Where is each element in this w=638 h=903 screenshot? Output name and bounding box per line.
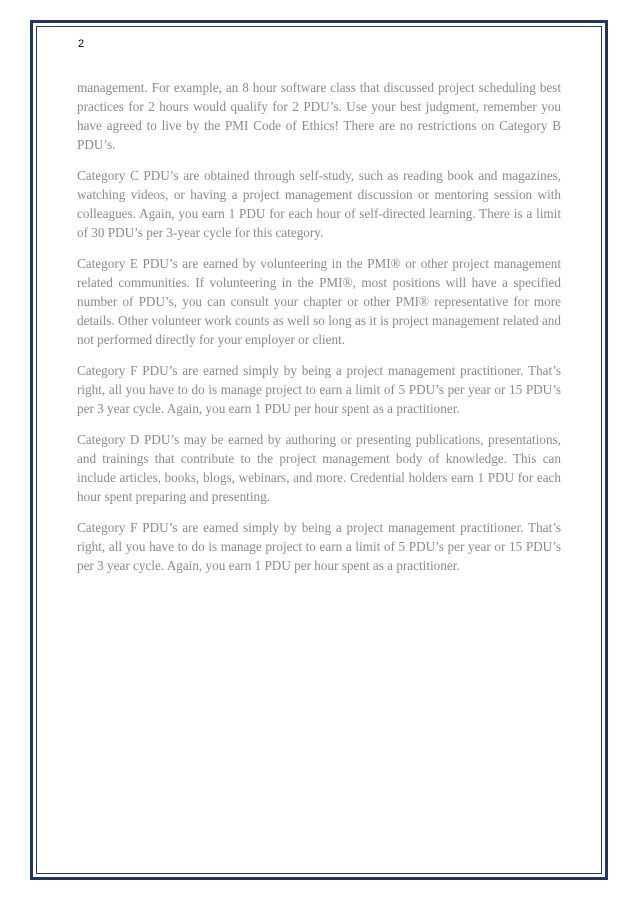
paragraph-category-d: Category D PDU’s may be earned by authoring or presenting publications, presentations, and trainings that contribute to the project management body of knowledge. This can include articles, books, blogs, webinars, and more. Credential holders earn 1 PDU for each hour spent preparing and presenting. — [77, 432, 561, 504]
paragraph-category-f: Category F PDU’s are earned simply by being a project management practitioner. That’s right, all you have to do is manage project to earn a limit of 5 PDU’s per year or 15 PDU’s per 3 year cycle. Again, you earn 1 PDU per hour spent as a practitioner. — [77, 363, 561, 416]
paragraph-category-b-continued: management. For example, an 8 hour software class that discussed project scheduling best practices for 2 hours would qualify for 2 PDU’s. Use your best judgment, remember you have agreed to live by the PMI Code of Ethics! There are no restrictions on Category B PDU’s. — [77, 80, 561, 152]
paragraph-category-e: Category E PDU’s are earned by volunteering in the PMI® or other project management related communities. If volunteering in the PMI®, most positions will have a specified number of PDU’s, you can consult your chapter or other PMI® representative for more details. Other volunteer work counts as well so long as it is project management related and not performed directly for your employer or client. — [77, 256, 561, 347]
page-number: 2 — [78, 38, 85, 50]
document-body — [77, 78, 561, 587]
paragraph-category-f-repeat: Category F PDU’s are earned simply by being a project management practitioner. That’s right, all you have to do is manage project to earn a limit of 5 PDU’s per year or 15 PDU’s per 3 year cycle. Again, you earn 1 PDU per hour spent as a practitioner. — [77, 520, 561, 573]
paragraph-category-c: Category C PDU’s are obtained through self-study, such as reading book and magazines, watching videos, or having a project management discussion or mentoring session with colleagues. Again, you earn 1 PDU for each hour of self-directed learning. There is a limit of 30 PDU’s per 3-year cycle for this category. — [77, 168, 561, 240]
